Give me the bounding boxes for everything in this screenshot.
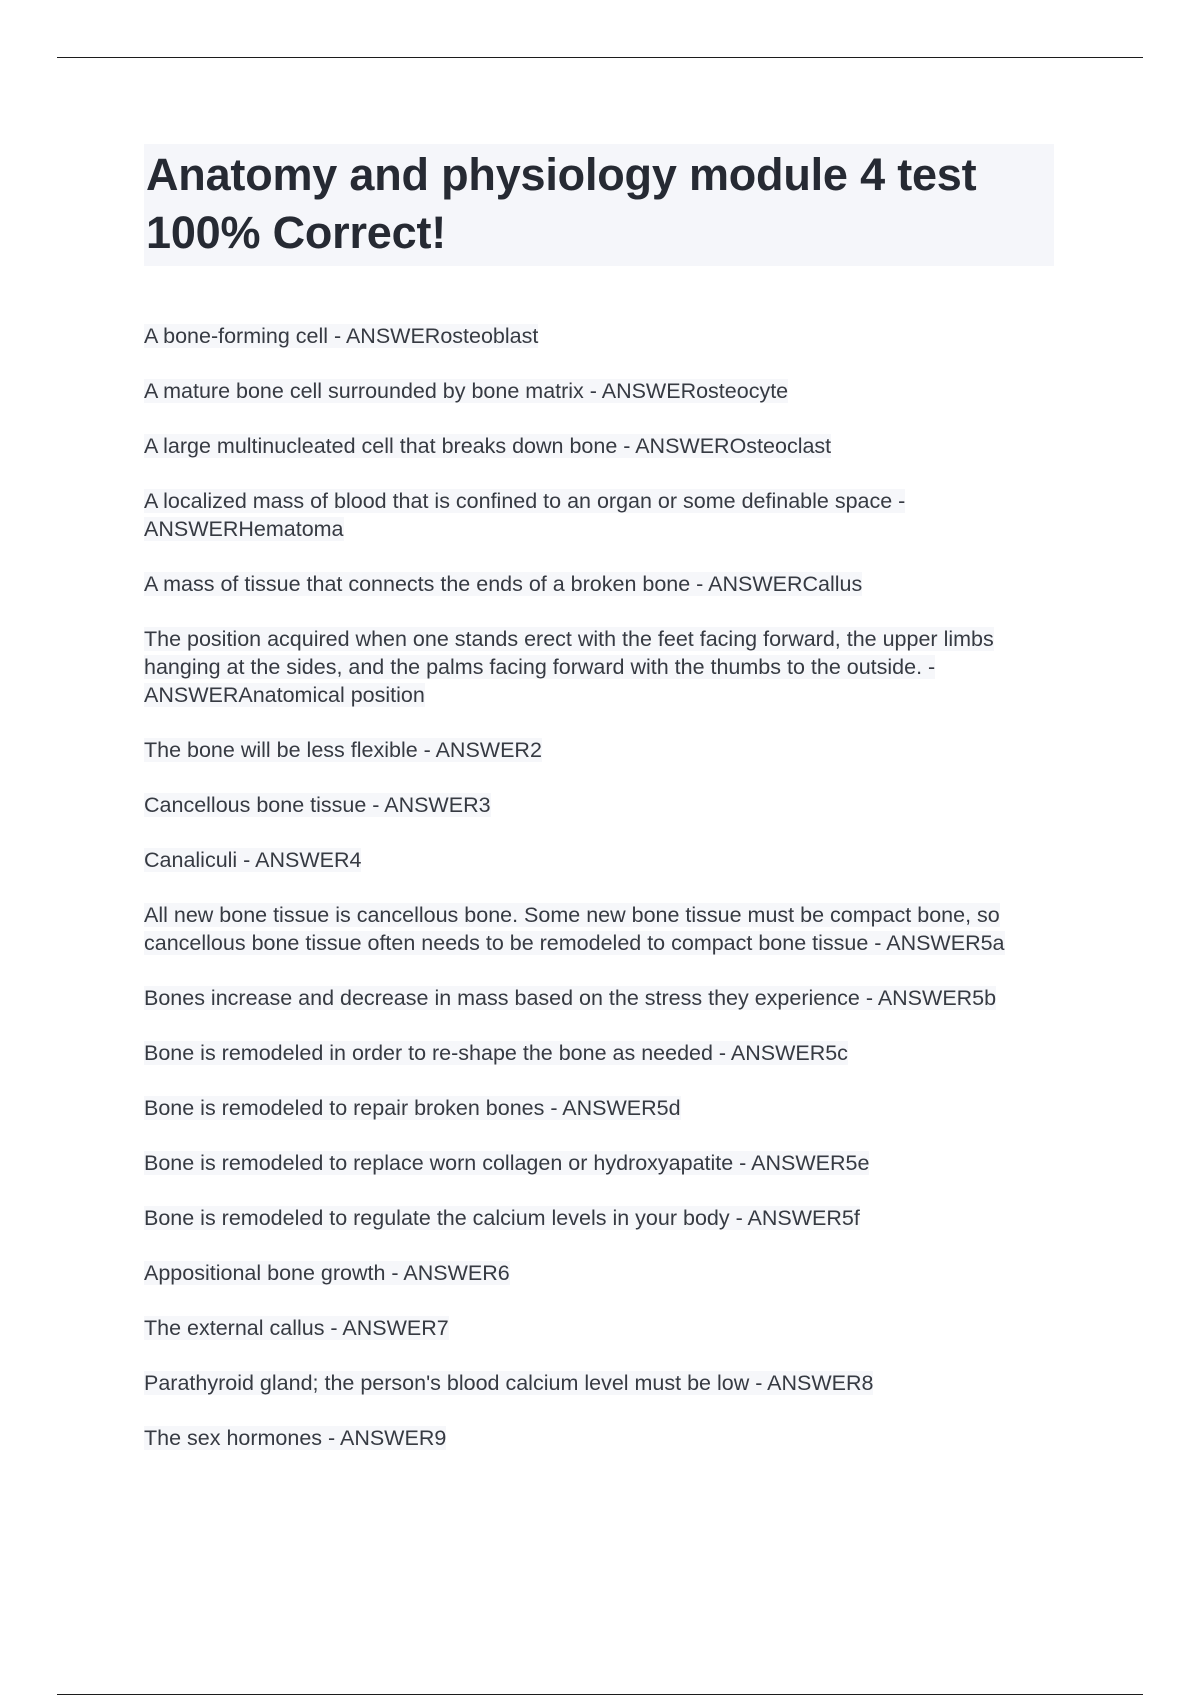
- qa-text: A mass of tissue that connects the ends of a broken bone - ANSWERCallus: [144, 572, 863, 596]
- qa-item: [144, 846, 1049, 874]
- top-divider: [57, 57, 1143, 58]
- qa-text: The bone will be less flexible - ANSWER2: [144, 738, 542, 762]
- qa-text: Canaliculi - ANSWER4: [144, 848, 362, 872]
- qa-item: [144, 901, 1024, 957]
- qa-text: The sex hormones - ANSWER9: [144, 1426, 447, 1450]
- qa-item: [144, 1094, 1049, 1122]
- qa-item: [144, 1259, 1049, 1287]
- qa-text: Cancellous bone tissue - ANSWER3: [144, 793, 491, 817]
- qa-item: [144, 984, 1004, 1012]
- qa-item: [144, 791, 1049, 819]
- document-body: [144, 144, 1054, 1479]
- qa-text: A bone-forming cell - ANSWERosteoblast: [144, 324, 539, 348]
- qa-text: The position acquired when one stands erect with the feet facing forward, the upper limbs hanging at the sides, and the palms facing forward with the thumbs to the outside. - ANSWERAnatomical position: [144, 627, 994, 707]
- qa-item: [144, 625, 1049, 709]
- qa-item: [144, 1204, 1049, 1232]
- qa-text: Bone is remodeled in order to re-shape the bone as needed - ANSWER5c: [144, 1041, 848, 1065]
- qa-text: Bones increase and decrease in mass based on the stress they experience - ANSWER5b: [144, 986, 997, 1010]
- qa-item: [144, 322, 1049, 350]
- qa-text: The external callus - ANSWER7: [144, 1316, 449, 1340]
- document-title: Anatomy and physiology module 4 test 100% Correct!: [144, 144, 1054, 266]
- qa-text: A large multinucleated cell that breaks down bone - ANSWEROsteoclast: [144, 434, 832, 458]
- qa-item: [144, 1424, 1049, 1452]
- qa-text: Appositional bone growth - ANSWER6: [144, 1261, 510, 1285]
- qa-text: All new bone tissue is cancellous bone. Some new bone tissue must be compact bone, so cancellous bone tissue often needs to be remodeled to compact bone tissue - ANSWER5a: [144, 903, 1005, 955]
- qa-item: [144, 736, 1049, 764]
- qa-text: Parathyroid gland; the person's blood calcium level must be low - ANSWER8: [144, 1371, 874, 1395]
- qa-item: [144, 1039, 1049, 1067]
- qa-text: Bone is remodeled to regulate the calcium levels in your body - ANSWER5f: [144, 1206, 860, 1230]
- qa-list: [144, 322, 1054, 1452]
- qa-item: [144, 1369, 1049, 1397]
- qa-item: [144, 377, 1049, 405]
- qa-text: Bone is remodeled to replace worn collagen or hydroxyapatite - ANSWER5e: [144, 1151, 870, 1175]
- qa-text: Bone is remodeled to repair broken bones - ANSWER5d: [144, 1096, 681, 1120]
- qa-text: A mature bone cell surrounded by bone matrix - ANSWERosteocyte: [144, 379, 789, 403]
- qa-text: A localized mass of blood that is confined to an organ or some definable space - ANSWERHematoma: [144, 489, 906, 541]
- qa-item: [144, 432, 1049, 460]
- bottom-divider: [57, 1694, 1143, 1695]
- qa-item: [144, 570, 1049, 598]
- qa-item: [144, 1149, 1049, 1177]
- qa-item: [144, 1314, 1049, 1342]
- qa-item: [144, 487, 999, 543]
